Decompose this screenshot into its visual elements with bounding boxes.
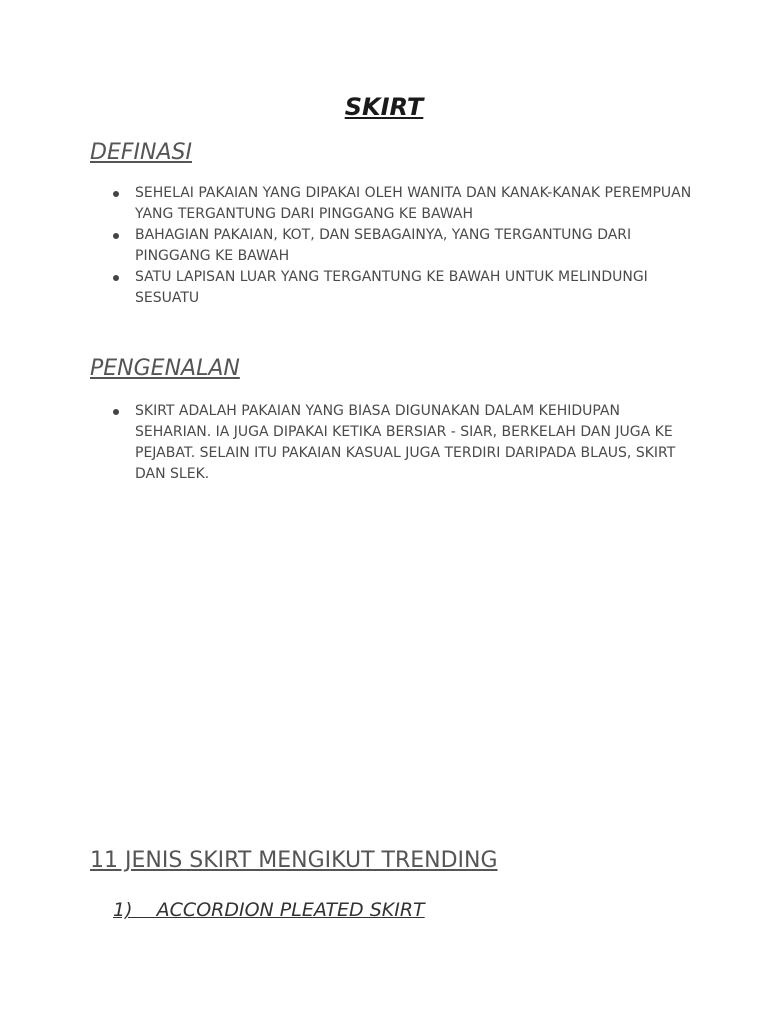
- definasi-list: [113, 183, 693, 309]
- bullet-icon: [113, 409, 119, 415]
- list-item-text: SEHELAI PAKAIAN YANG DIPAKAI OLEH WANITA DAN KANAK-KANAK PEREMPUAN YANG TERGANTUNG DARI PINGGANG KE BAWAH: [135, 185, 692, 222]
- section-heading-pengenalan: PENGENALAN: [90, 356, 240, 381]
- list-item: [113, 183, 693, 225]
- bullet-icon: [113, 233, 119, 239]
- types-heading: 11 JENIS SKIRT MENGIKUT TRENDING: [90, 848, 498, 873]
- list-item-text: SATU LAPISAN LUAR YANG TERGANTUNG KE BAWAH UNTUK MELINDUNGI SESUATU: [135, 269, 648, 306]
- list-item-text: SKIRT ADALAH PAKAIAN YANG BIASA DIGUNAKAN DALAM KEHIDUPAN SEHARIAN. IA JUGA DIPAKAI KETIKA BERSIAR - SIAR, BERKELAH DAN JUGA KE PEJABAT. SELAIN ITU PAKAIAN KASUAL JUGA TERDIRI DARIPADA BLAUS, SKIRT DAN SLEK.: [135, 403, 676, 482]
- list-item: [113, 225, 693, 267]
- pengenalan-list: [113, 401, 693, 485]
- bullet-icon: [113, 275, 119, 281]
- list-item: [113, 401, 693, 485]
- bullet-icon: [113, 191, 119, 197]
- type-subheading: 1) ACCORDION PLEATED SKIRT: [113, 899, 425, 921]
- list-item: [113, 267, 693, 309]
- section-heading-definasi: DEFINASI: [90, 140, 192, 165]
- document-title: SKIRT: [344, 93, 424, 121]
- list-item-text: BAHAGIAN PAKAIAN, KOT, DAN SEBAGAINYA, YANG TERGANTUNG DARI PINGGANG KE BAWAH: [135, 227, 632, 264]
